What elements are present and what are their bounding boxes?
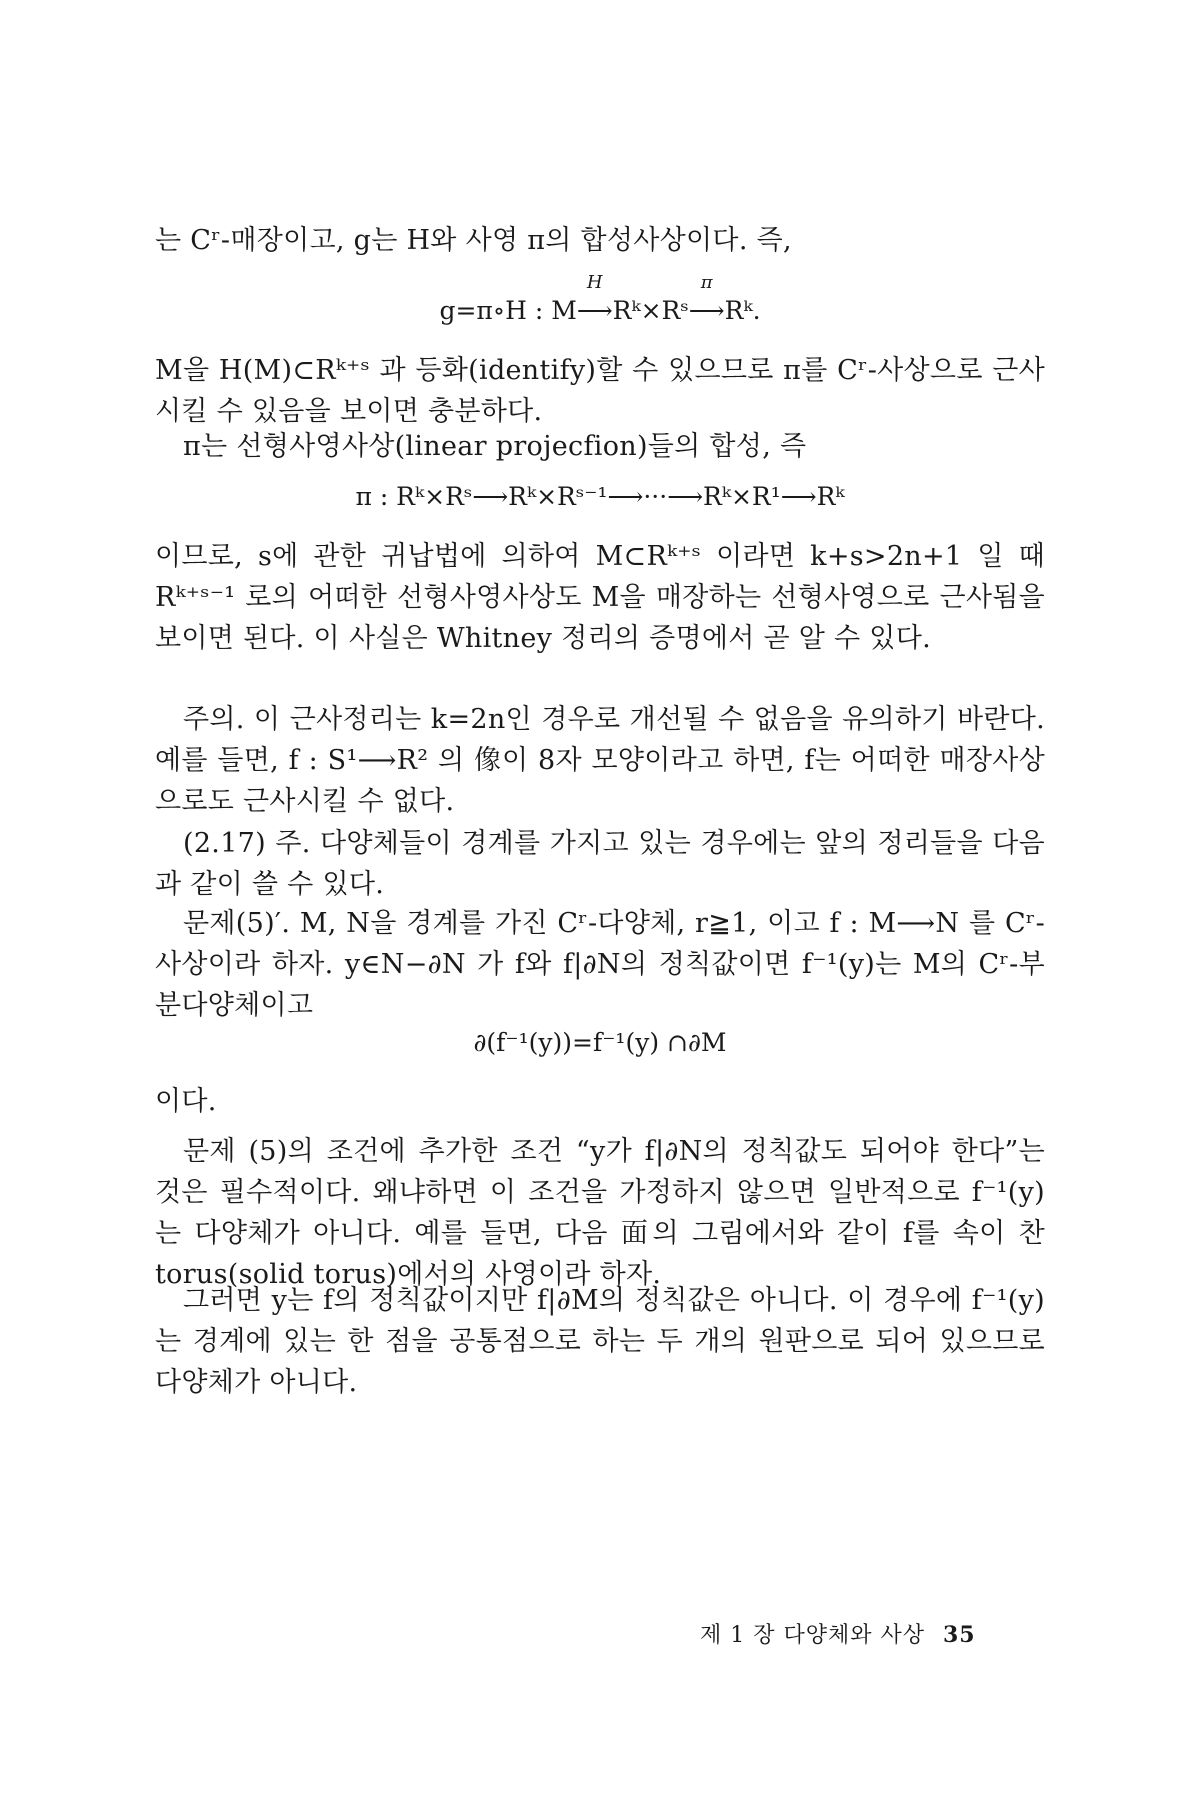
arrow-pi: π ⟶ xyxy=(688,272,725,325)
equation-projection-chain: π : Rᵏ×Rˢ⟶Rᵏ×Rˢ⁻¹⟶···⟶Rᵏ×R¹⟶Rᵏ xyxy=(355,482,845,511)
page-footer xyxy=(700,1618,976,1649)
paragraph-4: 이므로, s에 관한 귀납법에 의하여 M⊂Rᵏ⁺ˢ 이라면 k+s>2n+1 일 때 Rᵏ⁺ˢ⁻¹ 로의 어떠한 선형사영사상도 M을 매장하는 선형사영으로 근사됨을 보이면 된다. 이 사실은 Whitney 정리의 증명에서 곧 알 수 있다. xyxy=(155,541,1045,654)
paragraph-2-17: (2.17) 주. 다양체들이 경계를 가지고 있는 경우에는 앞의 정리들을 다음과 같이 쓸 수 있다. xyxy=(155,828,1045,900)
paragraph-3: π는 선형사영사상(linear projecfion)들의 합성, 즉 xyxy=(183,431,807,462)
page-number: 35 xyxy=(943,1622,976,1648)
paragraph-1: 는 Cʳ-매장이고, g는 H와 사영 π의 합성사상이다. 즉, xyxy=(155,225,792,256)
paragraph-note: 주의. 이 근사정리는 k=2n인 경우로 개선될 수 없음을 유의하기 바란다. 예를 들면, f : S¹⟶R² 의 像이 8자 모양이라고 하면, f는 어떠한 매장사상으로도 근사시킬 수 없다. xyxy=(155,704,1045,817)
paragraph-problem-5: 문제(5)′. M, N을 경계를 가진 Cʳ-다양체, r≧1, 이고 f : M⟶N 를 Cʳ-사상이라 하자. y∈N−∂N 가 f와 f|∂N의 정칙값이면 f⁻¹(y)는 M의 Cʳ-부분다양체이고 xyxy=(155,908,1045,1021)
arrow-label-h: H xyxy=(586,272,603,293)
equation-composition-mid: Rᵏ×Rˢ xyxy=(612,296,689,325)
arrow-h: H ⟶ xyxy=(576,272,613,325)
paragraph-5: 이다. xyxy=(155,1086,217,1117)
paragraph-2: M을 H(M)⊂Rᵏ⁺ˢ 과 등화(identify)할 수 있으므로 π를 Cʳ-사상으로 근사시킬 수 있음을 보이면 충분하다. xyxy=(155,355,1045,427)
equation-composition-left: g=π∘H : M xyxy=(439,296,577,325)
equation-boundary: ∂(f⁻¹(y))=f⁻¹(y) ∩∂M xyxy=(473,1028,727,1057)
arrow-label-pi: π xyxy=(700,272,713,293)
paragraph-7: 그러면 y는 f의 정칙값이지만 f|∂M의 정칙값은 아니다. 이 경우에 f⁻¹(y)는 경계에 있는 한 점을 공통점으로 하는 두 개의 원판으로 되어 있으므로 다양체가 아니다. xyxy=(155,1285,1045,1398)
paragraph-6: 문제 (5)의 조건에 추가한 조건 “y가 f|∂N의 정칙값도 되어야 한다”는 것은 필수적이다. 왜냐하면 이 조건을 가정하지 않으면 일반적으로 f⁻¹(y)는 다양체가 아니다. 예를 들면, 다음 面의 그림에서와 같이 f를 속이 찬 torus(solid torus)에서의 사영이라 하자. xyxy=(155,1136,1045,1290)
footer-chapter: 제 1 장 다양체와 사상 xyxy=(700,1623,925,1648)
equation-composition-right: Rᵏ. xyxy=(724,296,761,325)
equation-composition xyxy=(155,272,1045,325)
